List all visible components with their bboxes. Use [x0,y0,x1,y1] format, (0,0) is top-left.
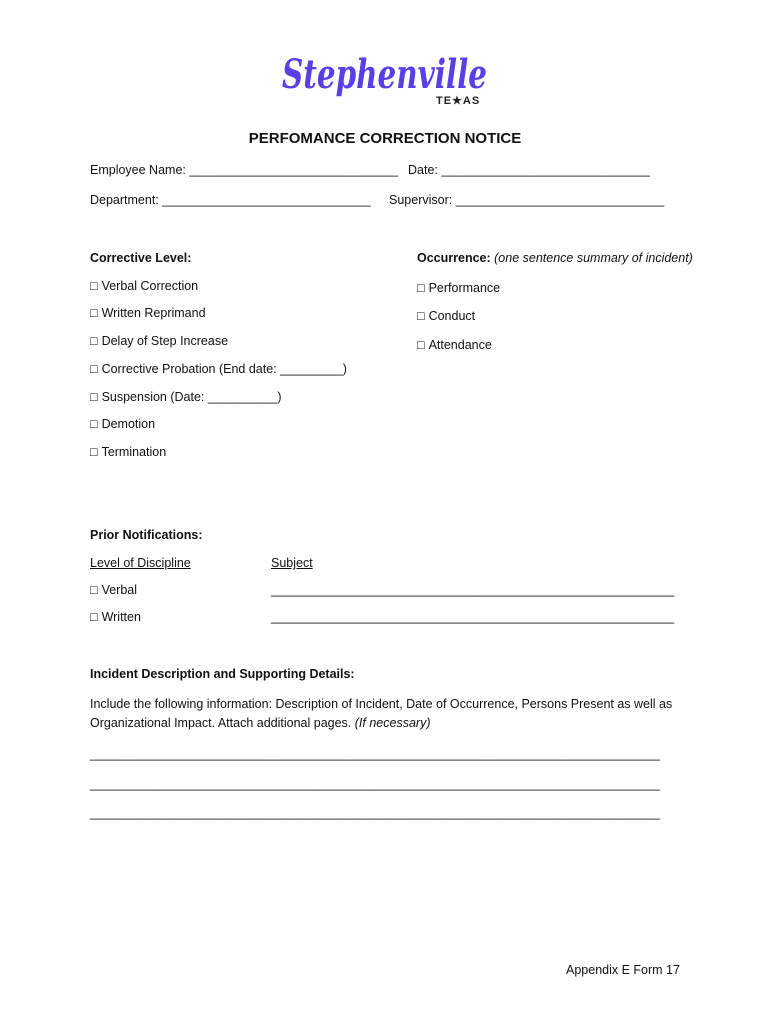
option-attendance[interactable]: □ Attendance [417,338,492,352]
checkbox-icon[interactable]: □ [417,281,425,295]
checkbox-icon[interactable]: □ [90,583,98,597]
corrective-level-heading: Corrective Level: [90,251,192,265]
option-delay-step-increase[interactable]: □ Delay of Step Increase [90,334,229,348]
incident-instructions-line1: Include the following information: Description of Incident, Date of Occurrence, Persons Present as well as [90,697,673,711]
checkbox-icon[interactable]: □ [90,610,98,624]
incident-instructions-line2: Organizational Impact. Attach additional pages. (If necessary) [90,716,431,730]
stephenville-logo [278,36,493,118]
option-suspension[interactable]: □ Suspension (Date: __________) [90,390,282,404]
occurrence-note: (one sentence summary of incident) [494,251,693,265]
employee-name-field[interactable]: Employee Name: ______________________________ [90,163,398,177]
subject-header: Subject [271,556,313,570]
occurrence-heading: Occurrence: (one sentence summary of incident) [417,251,693,265]
checkbox-icon[interactable]: □ [417,309,425,323]
checkbox-icon[interactable]: □ [90,445,98,459]
option-performance[interactable]: □ Performance [417,281,501,295]
checkbox-icon[interactable]: □ [90,306,98,320]
incident-heading: Incident Description and Supporting Details: [90,667,355,681]
prior-verbal-subject-line[interactable]: __________________________________________________________ [271,583,675,597]
checkbox-icon[interactable]: □ [90,417,98,431]
option-verbal-correction[interactable]: □ Verbal Correction [90,279,199,293]
date-field[interactable]: Date: ______________________________ [408,163,650,177]
checkbox-icon[interactable]: □ [90,390,98,404]
option-demotion[interactable]: □ Demotion [90,417,156,431]
logo-wordmark: Stephenville [282,51,487,98]
logo-state: TE★AS [436,95,481,107]
incident-line-3[interactable]: __________________________________________________________________________________ [90,806,661,820]
checkbox-icon[interactable]: □ [90,362,98,376]
supervisor-field[interactable]: Supervisor: ______________________________ [389,193,665,207]
incident-line-2[interactable]: __________________________________________________________________________________ [90,777,661,791]
level-of-discipline-header: Level of Discipline [90,556,191,570]
option-conduct[interactable]: □ Conduct [417,309,476,323]
page-title: PERFOMANCE CORRECTION NOTICE [248,130,522,147]
prior-notifications-heading: Prior Notifications: [90,528,203,542]
department-field[interactable]: Department: ______________________________ [90,193,371,207]
checkbox-icon[interactable]: □ [417,338,425,352]
checkbox-icon[interactable]: □ [90,334,98,348]
prior-written-subject-line[interactable]: __________________________________________________________ [271,610,675,624]
option-written-reprimand[interactable]: □ Written Reprimand [90,306,206,320]
option-prior-written[interactable]: □ Written [90,610,141,624]
incident-line-1[interactable]: __________________________________________________________________________________ [90,747,661,761]
option-termination[interactable]: □ Termination [90,445,167,459]
form-footer: Appendix E Form 17 [566,963,680,977]
checkbox-icon[interactable]: □ [90,279,98,293]
option-corrective-probation[interactable]: □ Corrective Probation (End date: _________) [90,362,347,376]
option-prior-verbal[interactable]: □ Verbal [90,583,138,597]
